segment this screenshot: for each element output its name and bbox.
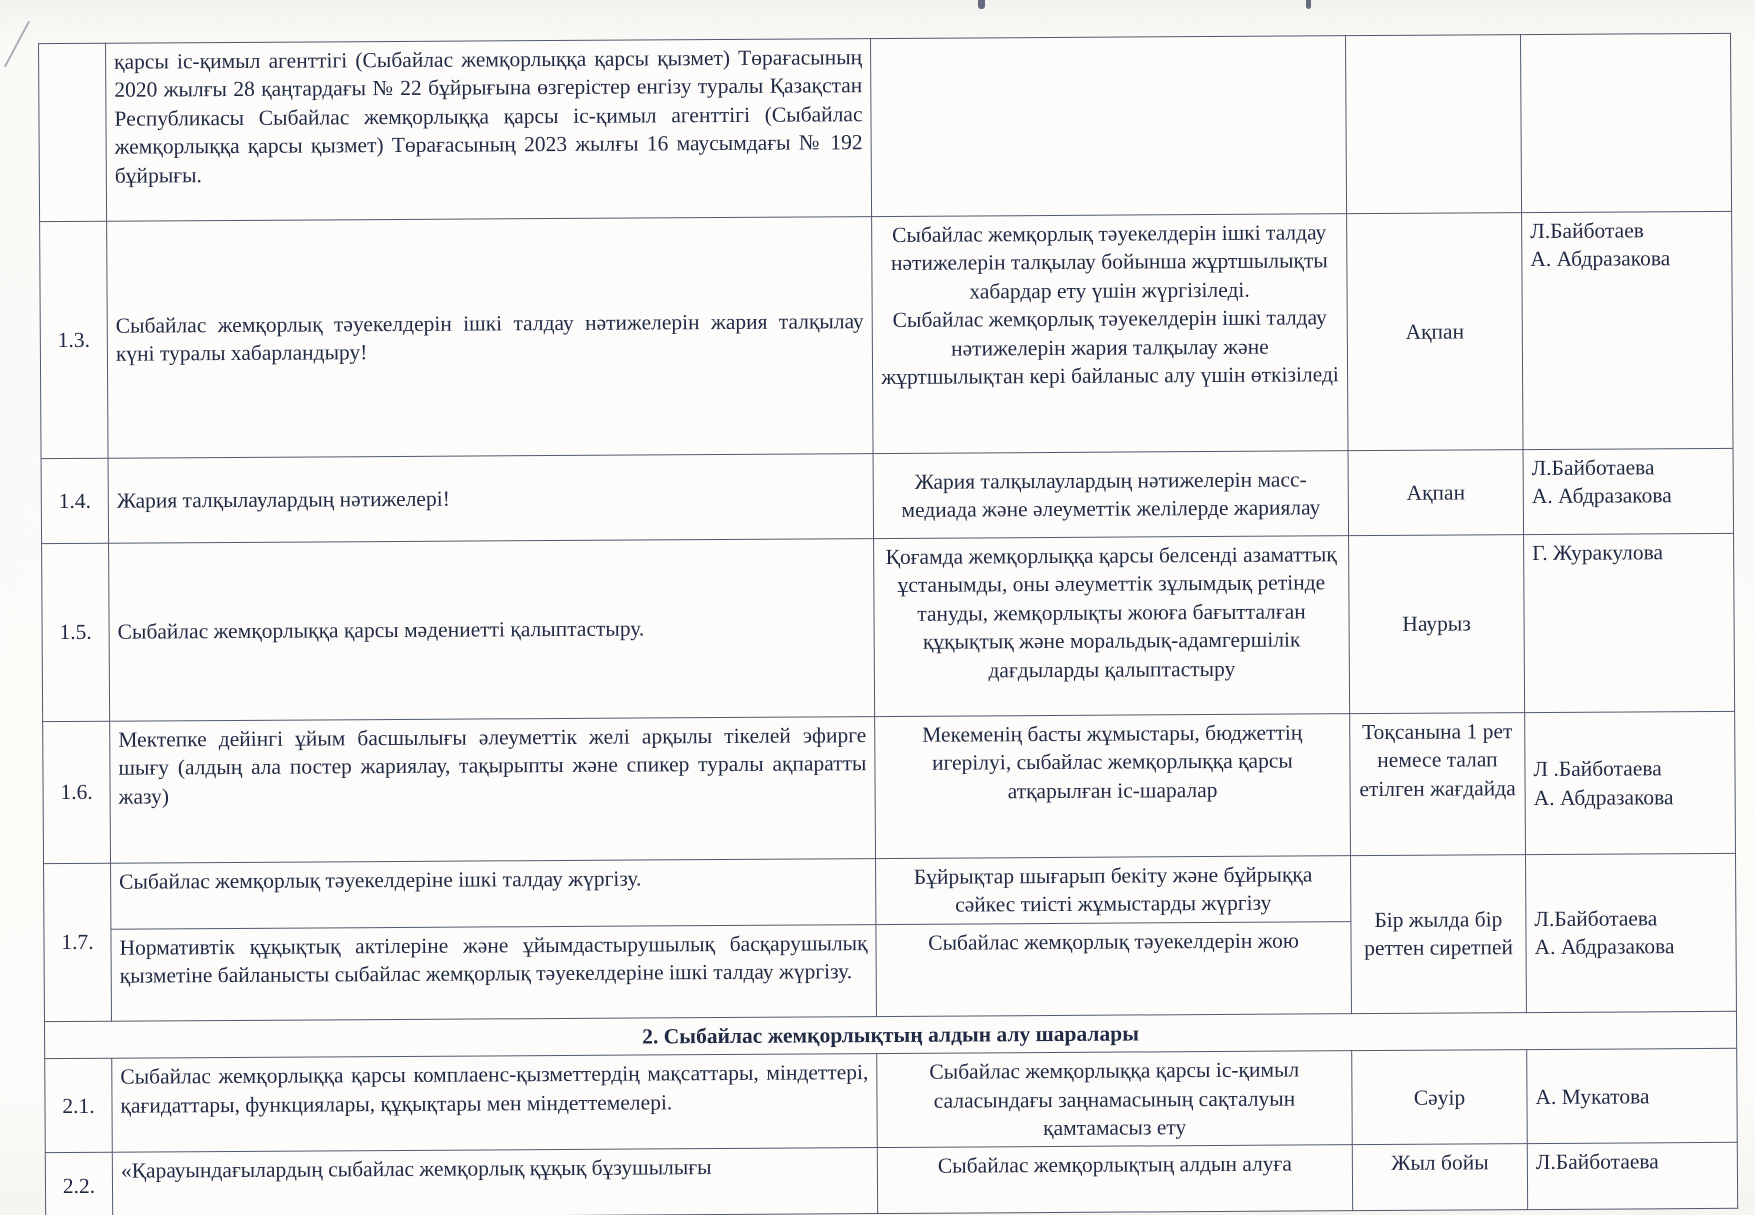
table-row-1-6 (43, 711, 1736, 863)
cell-detail: Сыбайлас жемқорлықтың алдын алуға (877, 1145, 1352, 1214)
cell-responsible: А. Мукатова (1527, 1048, 1738, 1143)
cell-task: Жария талқылаулардың нәтижелері! (108, 454, 874, 544)
table-row-1-3 (40, 211, 1733, 458)
cell-responsible: Л.Байботаева (1527, 1143, 1737, 1210)
cell-timing: Ақпан (1347, 213, 1523, 451)
cell-number: 2.1. (45, 1058, 113, 1153)
table-row-1-7a (44, 853, 1736, 929)
cell-number: 1.5. (42, 543, 110, 721)
cell-timing: Жыл бойы (1352, 1144, 1527, 1211)
detail-paragraph: Сыбайлас жемқорлық тәуекелдерін ішкі талдау нәтижелерін талқылау бойынша жұртшылықты хабардар ету үшін жүргізіледі. (890, 220, 1328, 304)
cell-detail: Сыбайлас жемқорлық тәуекелдерін жою (876, 921, 1352, 1016)
cell-task: Сыбайлас жемқорлыққа қарсы комплаенс-қызметтердің мақсаттары, міндеттері, қағидаттары, функциялары, құқықтары мен міндеттемелері. (112, 1054, 878, 1153)
cell-detail: Мекеменің басты жұмыстары, бюджеттің игерілуі, сыбайлас жемқорлыққа қарсы атқарылған іс-шаралар (875, 714, 1351, 859)
cell-responsible: Л.Байботаева А. Абдразакова (1526, 853, 1737, 1012)
cell-timing: Ақпан (1348, 450, 1524, 536)
cell-timing: Тоқсанына 1 рет немесе талап етілген жағдайда (1350, 713, 1526, 856)
cell-number: 1.7. (44, 863, 112, 1021)
cell-detail: Қоғамда жемқорлыққа қарсы белсенді азаматтық ұстанымды, оны әлеуметтік зұлымдық ретінде тануды, жемқорлықты жоюға бағытталған құқықтық және моральдық-адамгершілік дағдыларды қалыптастыру (874, 536, 1350, 717)
table-row-1-4 (41, 448, 1733, 543)
cell-task: Сыбайлас жемқорлық тәуекелдеріне ішкі талдау жүргізу. (111, 859, 876, 929)
cell-number: 2.2. (45, 1152, 112, 1215)
cell-detail: Бұйрықтар шығарып бекіту және бұйрыққа сәйкес тиісті жұмыстарды жүргізу (876, 856, 1351, 925)
cell-timing: Бір жылда бір реттен сиретпей (1351, 855, 1527, 1014)
cell-number (39, 43, 107, 221)
cell-responsible (1520, 33, 1731, 212)
cell-responsible: Л.Байботаева А. Абдразакова (1523, 448, 1734, 534)
cell-responsible: Л .Байботаева А. Абдразакова (1525, 711, 1736, 854)
cell-timing (1345, 35, 1521, 214)
cell-task: Мектепке дейінгі ұйым басшылығы әлеуметтік желі арқылы тікелей эфирге шығу (алдың ала постер жариялау, тақырыпты және спикер туралы ақпаратты жазу) (110, 717, 876, 864)
cell-task: «Қарауындағылардың сыбайлас жемқорлық құқық бұзушылығы (112, 1148, 877, 1215)
cell-task: Нормативтік құқықтық актілеріне және ұйымдастырушылық басқарушылық қызметіне байланысты сыбайлас жемқорлық тәуекелдеріне ішкі талдау жүргізу. (111, 924, 877, 1021)
table-row-continuation (39, 33, 1732, 221)
cell-task: қарсы іс-қимыл агенттігі (Сыбайлас жемқорлыққа қарсы қызмет) Төрағасының 2020 жылғы 28 қаңтардағы № 22 бұйрығына өзгерістер енгізу туралы Қазақстан Республикасы Сыбайлас жемқорлыққа қарсы іс-қимыл агенттігі (Сыбайлас жемқорлыққа қарсы қызмет) Төрағасының 2023 жылғы 16 маусымдағы № 192 бұйрығы. (106, 39, 872, 222)
cell-detail (871, 36, 1347, 217)
cell-number: 1.3. (40, 221, 108, 458)
cell-number: 1.6. (43, 721, 111, 863)
scan-artifact (978, 0, 985, 9)
cell-timing: Сәуір (1352, 1050, 1528, 1145)
cell-detail: Жария талқылаулардың нәтижелерін масс-медиада және әлеуметтік желілерде жариялау (873, 451, 1349, 539)
scan-artifact (1306, 0, 1311, 9)
cell-detail (872, 214, 1348, 454)
cell-number: 1.4. (41, 458, 109, 543)
cell-task: Сыбайлас жемқорлыққа қарсы мәдениетті қалыптастыру. (109, 539, 875, 722)
cell-responsible: Л.Байботаев А. Абдразакова (1522, 211, 1733, 449)
table-row-2-1 (45, 1048, 1738, 1152)
cell-timing: Наурыз (1349, 535, 1525, 714)
detail-paragraph: Сыбайлас жемқорлық тәуекелдерін ішкі талдау нәтижелерін жария талқылау және жұртшылықтан кері байланыс алу үшін өткізіледі (881, 305, 1339, 389)
cell-responsible: Г. Журакулова (1524, 533, 1735, 712)
table-row-1-5 (42, 533, 1735, 721)
pen-mark (4, 21, 30, 68)
section-title: 2. Сыбайлас жемқорлықтың алдын алу шаралары (44, 1011, 1736, 1059)
table-row-2-2 (45, 1143, 1737, 1215)
cell-detail: Сыбайлас жемқорлыққа қарсы іс-қимыл саласындағы заңнамасының сақталуын қамтамасыз ету (877, 1051, 1353, 1148)
cell-task: Сыбайлас жемқорлық тәуекелдерін ішкі талдау нәтижелерін жария талқылау күні туралы хабарландыру! (107, 217, 873, 459)
action-plan-table (38, 33, 1738, 1215)
